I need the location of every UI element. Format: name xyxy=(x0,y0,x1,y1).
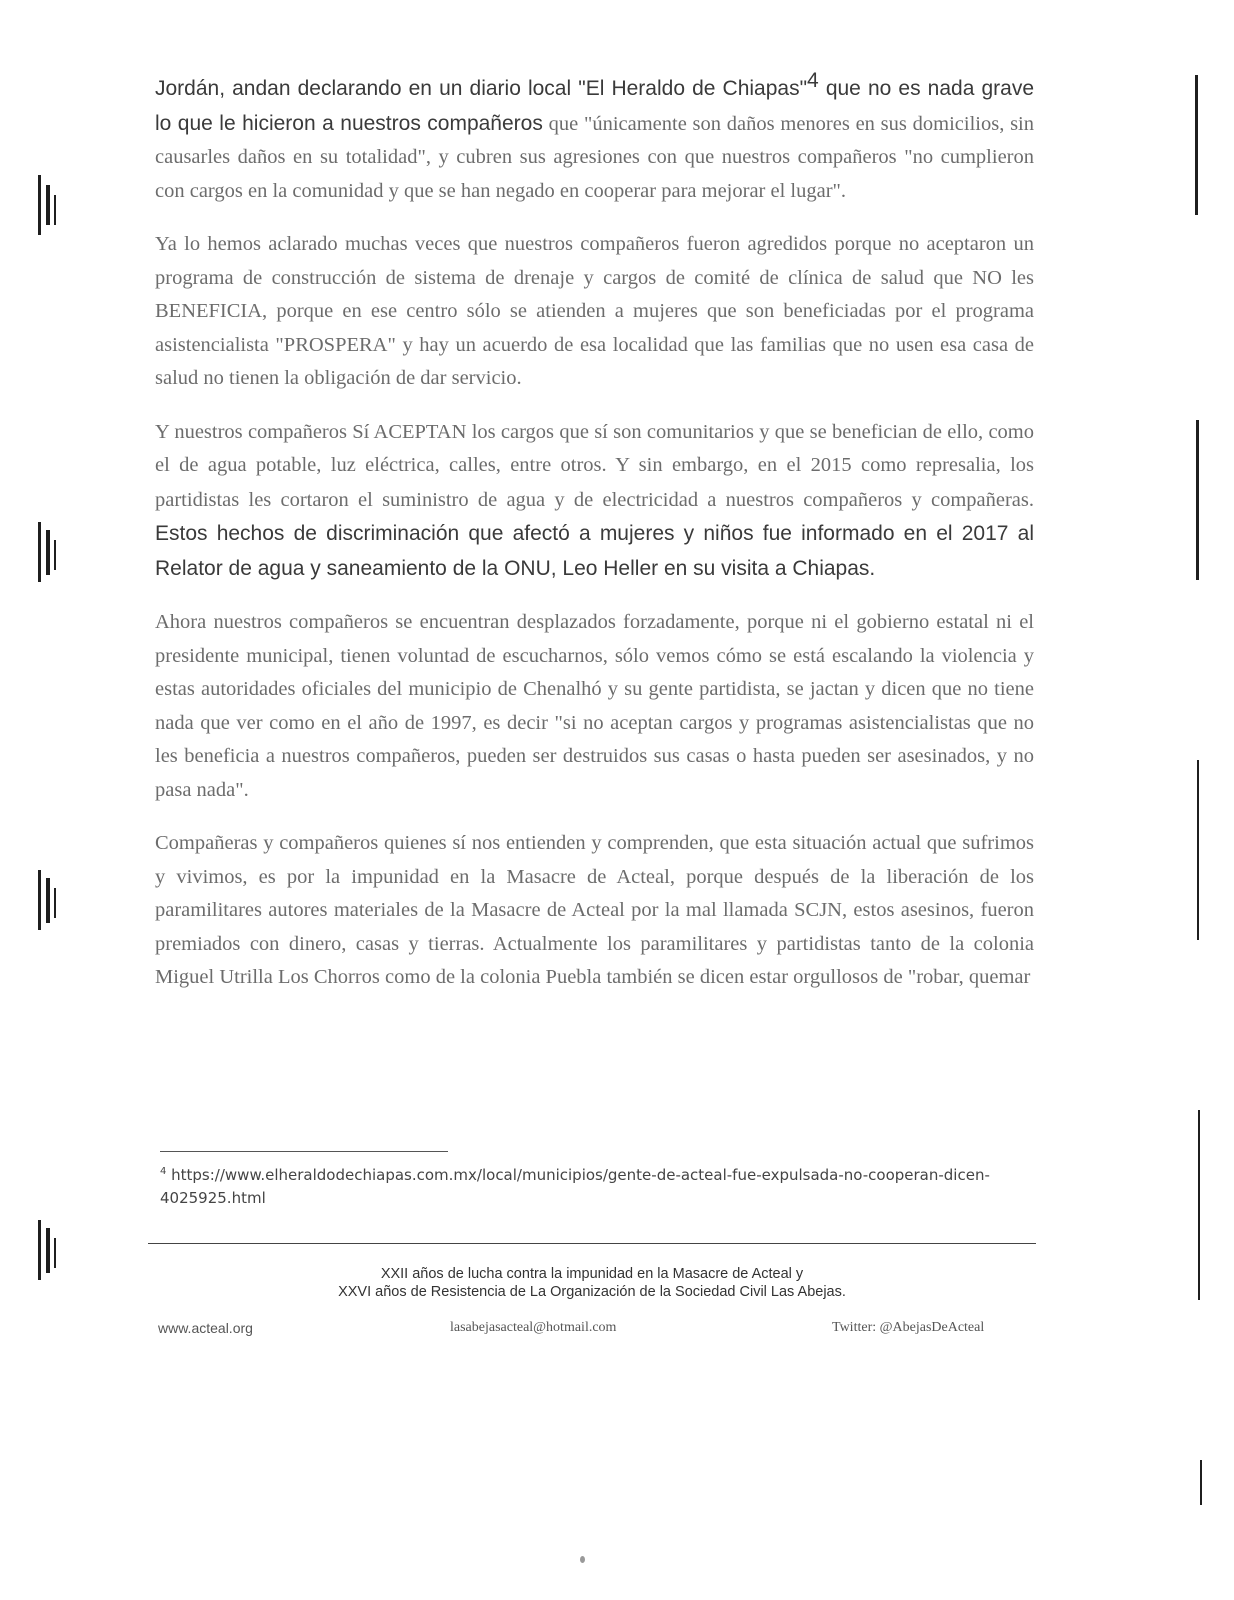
paragraph-3 xyxy=(155,416,1034,587)
footnote-divider xyxy=(160,1151,448,1152)
paragraph-3-serif-part: Y nuestros compañeros Sí ACEPTAN los cargos que sí son comunitarios y que se benefician de ello, como el de agua potable, luz eléctrica, calles, entre otros. Y sin embargo, en el 2015 como represalia, los partidistas les cortaron el suministro de agua y de electricidad a nuestros compañeros y compañeras. xyxy=(155,420,1034,511)
document-body xyxy=(155,69,1035,1015)
paragraph-4: Ahora nuestros compañeros se encuentran desplazados forzadamente, porque ni el gobierno estatal ni el presidente municipal, tienen voluntad de escucharnos, sólo vemos cómo se está escalando la violencia y estas autoridades oficiales del municipio de Chenalhó y su gente partidista, se jactan y dicen que no tiene nada que ver como en el año de 1997, es decir "si no aceptan cargos y programas asistencialistas que no les beneficia a nuestros compañeros, pueden ser destruidos sus casas o hasta pueden ser asesinados, y no pasa nada". xyxy=(155,611,1034,801)
scan-dot xyxy=(580,1556,585,1563)
footer-line-2: XXVI años de Resistencia de La Organización de la Sociedad Civil Las Abejas. xyxy=(338,1284,846,1300)
paragraph-5: Compañeras y compañeros quienes sí nos entienden y comprenden, que esta situación actual que sufrimos y vivimos, es por la impunidad en la Masacre de Acteal, porque después de la liberación de los paramilitares autores materiales de la Masacre de Acteal por la mal llamada SCJN, estos asesinos, fueron premiados con dinero, casas y tierras. Actualmente los paramilitares y partidistas tanto de la colonia Miguel Utrilla Los Chorros como de la colonia Puebla también se dicen estar orgullosos de "robar, quemar xyxy=(155,832,1034,988)
footer-twitter: Twitter: @AbejasDeActeal xyxy=(832,1320,985,1335)
paragraph-1-sans-part-2: que no es nada grave lo que le hicieron a nuestros compañeros xyxy=(155,77,1035,135)
footnote xyxy=(160,1164,1020,1210)
footer-email: lasabejasacteal@hotmail.com xyxy=(450,1320,617,1335)
footnote-reference: 4 xyxy=(807,69,819,93)
footnote-number: 4 xyxy=(160,1166,167,1177)
paragraph-3-sans-part: Estos hechos de discriminación que afectó a mujeres y niños fue informado en el 2017 al Relator de agua y saneamiento de la ONU, Leo Heller en su visita a Chiapas. xyxy=(155,522,1034,580)
footer-divider xyxy=(148,1243,1036,1244)
paragraph-1-sans-part: Jordán, andan declarando en un diario local "El Heraldo de Chiapas" xyxy=(155,77,808,100)
paragraph-1-serif-part: que "únicamente son daños menores en sus domicilios, sin causarles daños en su totalidad", y cubren sus agresiones con que nuestros compañeros "no cumplieron con cargos en la comunidad y que se han negado en cooperar para mejorar el lugar". xyxy=(155,112,1034,202)
footer-website: www.acteal.org xyxy=(158,1320,253,1336)
paragraph-1 xyxy=(155,69,1035,208)
footnote-text: https://www.elheraldodechiapas.com.mx/local/municipios/gente-de-acteal-fue-expulsada-no-cooperan-dicen-4025925.html xyxy=(160,1166,990,1207)
paragraph-2: Ya lo hemos aclarado muchas veces que nuestros compañeros fueron agredidos porque no aceptaron un programa de construcción de sistema de drenaje y cargos de comité de clínica de salud que NO les BENEFICIA, porque en ese centro sólo se atienden a mujeres que son beneficiadas por el programa asistencialista "PROSPERA" y hay un acuerdo de esa localidad que las familias que no usen esa casa de salud no tienen la obligación de dar servicio. xyxy=(155,233,1034,389)
footer-line-1: XXII años de lucha contra la impunidad en la Masacre de Acteal y xyxy=(380,1266,804,1282)
